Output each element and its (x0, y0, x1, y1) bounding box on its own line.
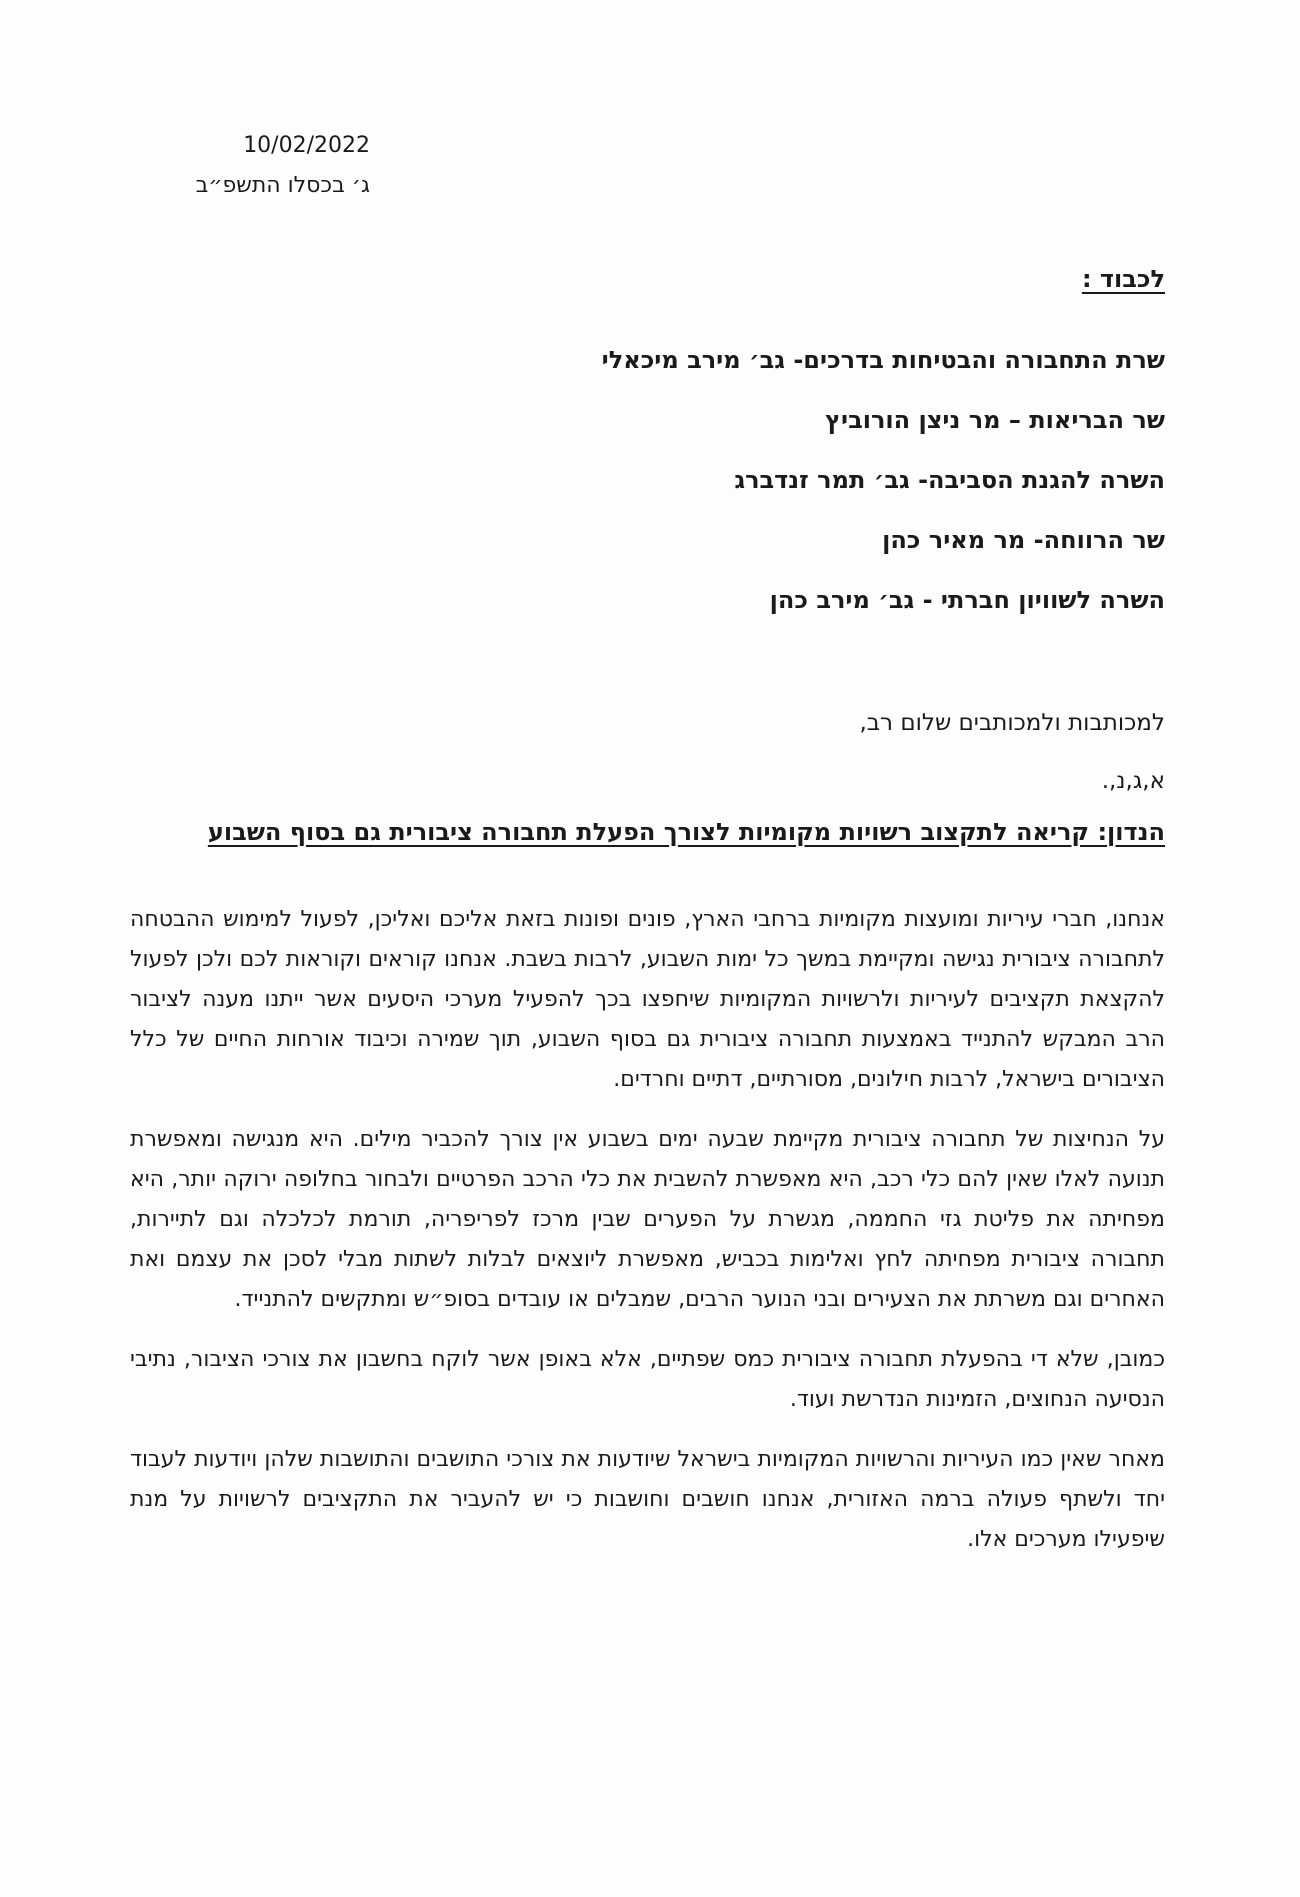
to-label: לכבוד : (1081, 265, 1165, 293)
recipient-transport-minister: שרת התחבורה והבטיחות בדרכים- גב׳ מירב מיכאלי (601, 346, 1165, 374)
recipient-welfare-minister: שר הרווחה- מר מאיר כהן (882, 526, 1165, 554)
gregorian-date: 10/02/2022 (243, 133, 370, 158)
body-paragraph: אנחנו, חברי עיריות ומועצות מקומיות ברחבי הארץ, פונים ופונות בזאת אליכם ואליכן, לפעול למימוש ההבטחה לתחבורה ציבורית נגישה ומקיימת במשך כל ימות השבוע, לרבות בשבת. אנחנו קוראים וקוראות לכם ולכן לפעול להקצאת תקציבים לעיריות ולרשויות המקומיות שיחפצו בכך להפעיל מערכי היסעים אשר ייתנו מענה לציבור הרב המבקש להתנייד באמצעות תחבורה ציבורית גם בסוף השבוע, תוך שמירה וכיבוד אורחות החיים של כלל הציבורים בישראל, לרבות חילונים, מסורתיים, דתיים וחרדים. (130, 907, 1165, 1092)
body-paragraph: כמובן, שלא די בהפעלת תחבורה ציבורית כמס שפתיים, אלא באופן אשר לוקח בחשבון את צורכי הציבור, נתיבי הנסיעה הנחוצים, הזמינות הנדרשת ועוד. (130, 1347, 1165, 1412)
recipients-list (265, 345, 1165, 645)
recipient-social-equality-minister: השרה לשוויון חברתי - גב׳ מירב כהן (769, 586, 1165, 614)
letter-body (130, 900, 1165, 1580)
date-block (150, 126, 370, 206)
subject-line: הנדון: קריאה לתקצוב רשויות מקומיות לצורך הפעלת תחבורה ציבורית גם בסוף השבוע (207, 818, 1165, 846)
body-paragraph: על הנחיצות של תחבורה ציבורית מקיימת שבעה ימים בשבוע אין צורך להכביר מילים. היא מנגישה ומאפשרת תנועה לאלו שאין להם כלי רכב, היא מאפשרת להשבית את כלי הרכב הפרטיים ולבחור בחלופה ירוקה יותר, היא מפחיתה את פליטת גזי החממה, מגשרת על הפערים שבין מרכז לפריפריה, תורמת לכלכלה וגם לתיירות, תחבורה ציבורית מפחיתה לחץ ואלימות בכביש, מאפשרת ליוצאים לבלות לשתות מבלי לסכן את עצמם ואת האחרים וגם משרתת את הצעירים ובני הנוער הרבים, שמבלים או עובדים בסופ״ש ומתקשים להתנייד. (130, 1127, 1165, 1312)
greeting: למכותבות ולמכותבים שלום רב, (859, 710, 1165, 736)
recipient-health-minister: שר הבריאות – מר ניצן הורוביץ (825, 406, 1165, 434)
hebrew-date: ג׳ בכסלו התשפ״ב (195, 173, 370, 198)
body-paragraph: מאחר שאין כמו העיריות והרשויות המקומיות בישראל שיודעות את צורכי התושבים והתושבות שלהן ויודעות לעבוד יחד ולשתף פעולה ברמה האזורית, אנחנו חושבים וחושבות כי יש להעביר את התקציבים לרשויות על מנת שיפעילו מערכים אלו. (130, 1447, 1165, 1552)
salutation-abbreviation: א,ג,נ,. (1101, 768, 1165, 794)
recipient-environment-minister: השרה להגנת הסביבה- גב׳ תמר זנדברג (734, 466, 1165, 494)
